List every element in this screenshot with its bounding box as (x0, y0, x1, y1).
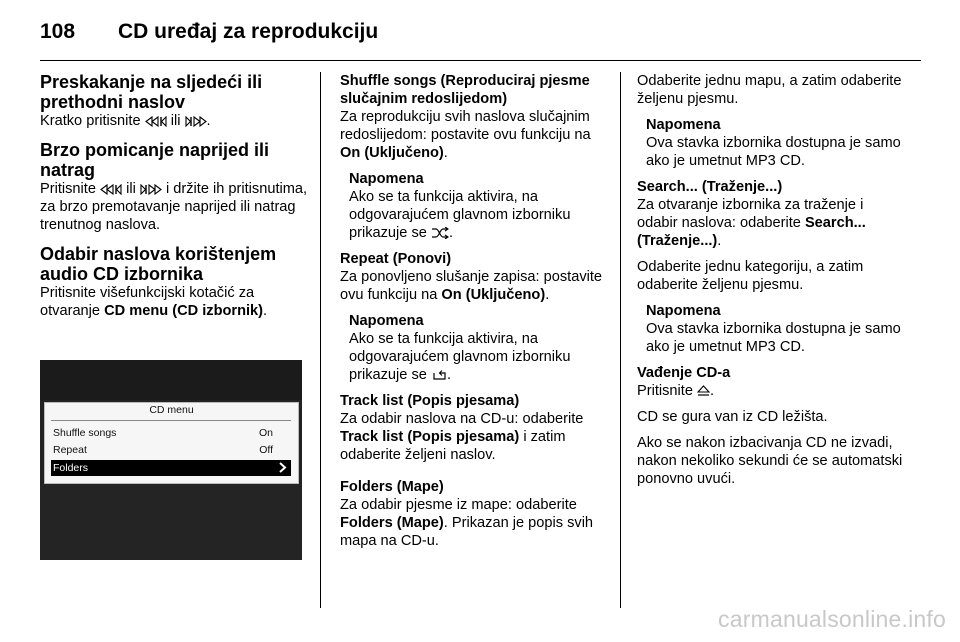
section-fast-forward (40, 140, 310, 234)
menu-row-repeat: Repeat Off (53, 444, 273, 456)
screen-top-area (40, 360, 302, 400)
text-folders: Za odabir pjesme iz mape: odaberite Folders (Mape). Prikazan je popis svih mapa na CD-u. (340, 497, 594, 549)
skip-next-icon (140, 184, 162, 195)
term-repeat: Repeat (Ponovi) (340, 251, 452, 267)
column-1 (40, 72, 310, 330)
term-track-list: Track list (Popis pjesama) (340, 393, 520, 409)
note-mp3-1: Napomena Ova stavka izbornika dostupna je samo ako je umetnut MP3 CD. (646, 117, 901, 169)
skip-next-icon (185, 116, 207, 127)
menu-divider (51, 420, 291, 421)
text-auto-retract: Ako se nakon izbacivanja CD ne izvadi, nakon nekoliko sekundi će se automatski ponovno uvući. (637, 435, 903, 487)
term-search: Search... (Traženje...) (637, 179, 783, 195)
section-heading-fast: Brzo pomicanje naprijed ili natrag (40, 140, 270, 180)
text-choose-category: Odaberite jednu kategoriju, a zatim odaberite željenu pjesmu. (637, 259, 864, 293)
column-2 (340, 72, 610, 558)
text-track-list: Za odabir naslova na CD-u: odaberite Track list (Popis pjesama) i zatim odaberite željeni naslov. (340, 411, 584, 463)
shuffle-icon (431, 227, 449, 239)
menu-row-folders: Folders (51, 460, 291, 476)
skip-previous-icon (100, 184, 122, 195)
screen-bottom-area (40, 484, 302, 560)
text-repeat: Za ponovljeno slušanje zapisa: postavite ovu funkciju na On (Uključeno). (340, 269, 603, 303)
term-eject: Vađenje CD-a (637, 365, 731, 381)
header-divider (40, 60, 921, 61)
section-skip-track (40, 72, 310, 130)
section-cd-menu (40, 244, 310, 320)
text-shuffle: Za reprodukciju svih naslova slučajnim redoslijedom: postavite ovu funkciju na On (Uključeno). (340, 109, 591, 161)
chevron-right-icon (279, 462, 287, 473)
skip-previous-icon (145, 116, 167, 127)
note-shuffle: Napomena Ako se ta funkcija aktivira, na odgovarajućem glavnom izborniku prikazuje se . (349, 171, 571, 241)
section-text-fast: Pritisnite ili i držite ih pritisnutima, za brzo premotavanje naprijed ili natrag trenutnog naslova. (40, 181, 308, 233)
menu-title: CD menu (149, 404, 194, 416)
text-search: Za otvaranje izbornika za traženje i odabir naslova: odaberite Search... (Traženje...). (637, 197, 866, 249)
note-mp3-2: Napomena Ova stavka izbornika dostupna je samo ako je umetnut MP3 CD. (646, 303, 901, 355)
page-title: CD uređaj za reprodukciju (118, 20, 379, 43)
text-cd-ejected: CD se gura van iz CD ležišta. (637, 409, 828, 425)
section-heading-cd-menu: Odabir naslova korištenjem audio CD izbornika (40, 244, 277, 284)
page-header (40, 18, 920, 58)
column-3 (637, 72, 907, 496)
column-divider-1 (320, 72, 321, 608)
section-heading-skip: Preskakanje na sljedeći ili prethodni naslov (40, 72, 263, 112)
note-repeat: Napomena Ako se ta funkcija aktivira, na odgovarajućem glavnom izborniku prikazuje se . (349, 313, 571, 383)
section-text-cd-menu: Pritisnite višefunkcijski kotačić za otvaranje CD menu (CD izbornik). (40, 285, 268, 319)
cd-menu-panel (44, 402, 299, 484)
section-text-skip: Kratko pritisnite ili . (40, 113, 211, 129)
term-shuffle: Shuffle songs (Reproduciraj pjesme slučajnim redoslijedom) (340, 73, 590, 107)
eject-icon (697, 385, 710, 397)
text-eject: Pritisnite . (637, 383, 715, 399)
term-folders: Folders (Mape) (340, 479, 444, 495)
watermark: carmanualsonline.info (718, 606, 946, 632)
cd-menu-screen-image (40, 360, 302, 560)
page-number: 108 (40, 20, 76, 43)
column-divider-2 (620, 72, 621, 608)
text-choose-folder: Odaberite jednu mapu, a zatim odaberite željenu pjesmu. (637, 73, 902, 107)
repeat-icon (431, 369, 447, 381)
menu-row-shuffle: Shuffle songs On (53, 427, 273, 439)
